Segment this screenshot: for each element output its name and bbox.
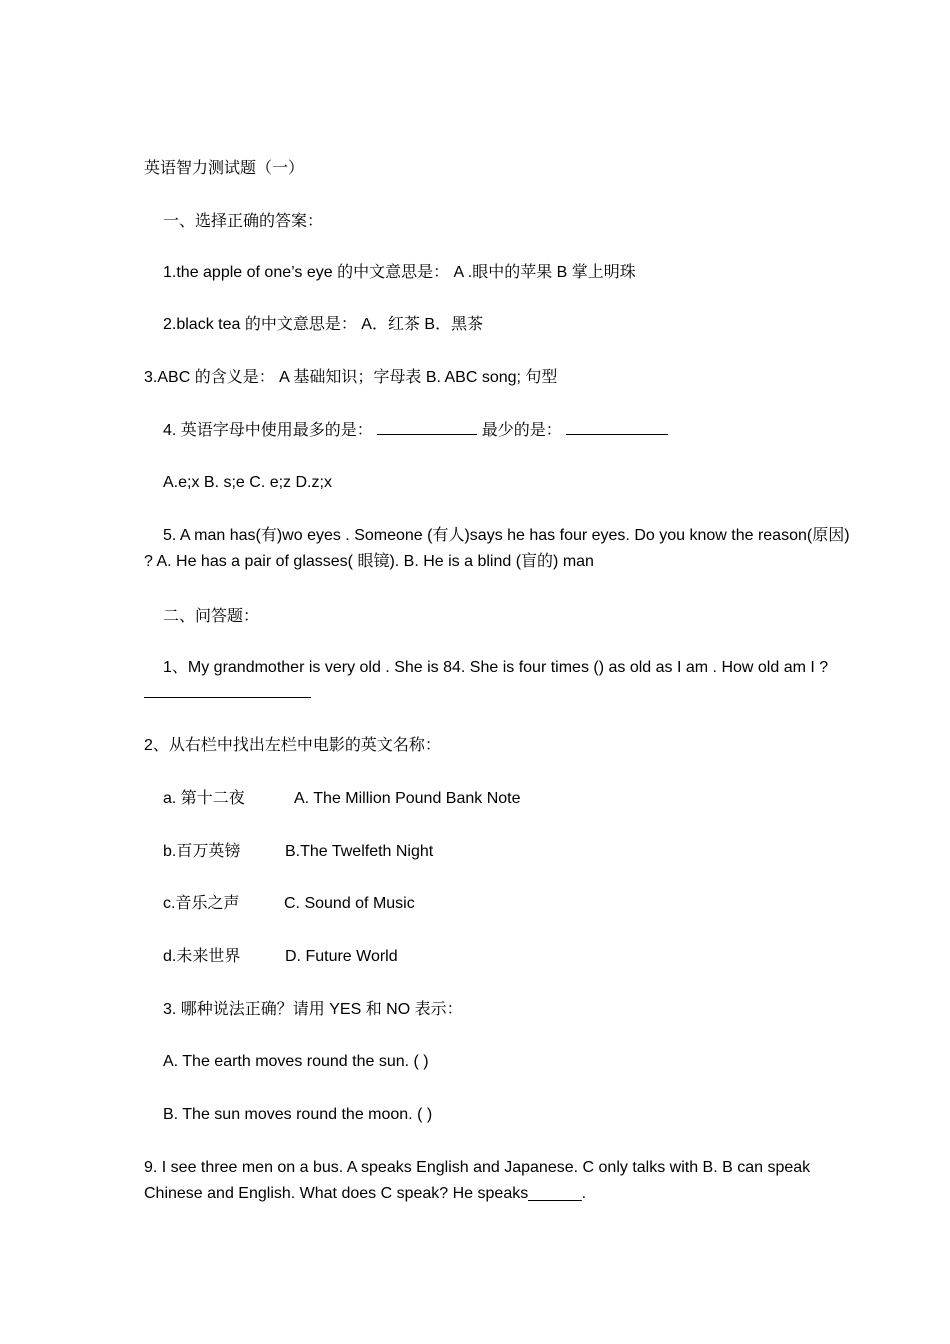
question-4-options: A.e;x B. s;e C. e;z D.z;x (163, 474, 332, 491)
qa-question-1: 1、My grandmother is very old . She is 84. She is four times () as old as I am . How old am I ? (163, 659, 829, 676)
movie-row (163, 786, 521, 812)
movie-english-title: B.The Twelfeth Night (285, 843, 434, 860)
qa-question-3: 3. 哪种说法正确？请用 YES 和 NO 表示： (163, 1001, 463, 1018)
movie-english-title: D. Future World (285, 948, 398, 965)
movie-row (163, 839, 434, 865)
qa-question-3-statement-a: A. The earth moves round the sun. ( ) (163, 1053, 429, 1070)
question-3: 3.ABC 的含义是： A 基础知识；字母表 B. ABC song; 句型 (144, 369, 558, 386)
movie-row (163, 944, 398, 970)
answer-blank[interactable] (144, 681, 311, 698)
movie-chinese-title: c.音乐之声 (163, 895, 240, 912)
question-4 (163, 418, 668, 444)
qa-question-1-answer-line (144, 681, 311, 707)
question-5-line-2: ? A. He has a pair of glasses( 眼镜). B. He is a blind (盲的) man (144, 553, 594, 570)
document-title: 英语智力测试题（一） (144, 158, 305, 177)
movie-row (163, 891, 415, 917)
question-2: 2.black tea 的中文意思是： A．红茶 B．黑茶 (163, 316, 484, 333)
qa-question-2: 2、从右栏中找出左栏中电影的英文名称： (144, 737, 441, 754)
movie-chinese-title: b.百万英镑 (163, 843, 241, 860)
question-5-line-1: 5. A man has(有)wo eyes . Someone (有人)says he has four eyes. Do you know the reason(原因) (163, 527, 850, 544)
section-heading-qa: 二、问答题： (163, 606, 260, 625)
movie-english-title: A. The Million Pound Bank Note (294, 790, 521, 807)
answer-blank[interactable] (377, 418, 477, 435)
movie-chinese-title: a. 第十二夜 (163, 790, 245, 807)
question-4-prompt-2: 最少的是： (481, 422, 562, 439)
qa-question-9-line-1: 9. I see three men on a bus. A speaks English and Japanese. C only talks with B. B can speak (144, 1159, 811, 1176)
answer-blank[interactable] (566, 418, 668, 435)
question-4-prompt: 4. 英语字母中使用最多的是： (163, 422, 373, 439)
qa-question-9-line-2: Chinese and English. What does C speak? He speaks______. (144, 1185, 587, 1202)
movie-english-title: C. Sound of Music (284, 895, 415, 912)
qa-question-3-statement-b: B. The sun moves round the moon. ( ) (163, 1106, 433, 1123)
movie-chinese-title: d.未来世界 (163, 948, 241, 965)
question-1: 1.the apple of one’s eye 的中文意思是： A .眼中的苹果 B 掌上明珠 (163, 264, 636, 281)
section-heading-choice: 一、选择正确的答案： (163, 211, 324, 230)
